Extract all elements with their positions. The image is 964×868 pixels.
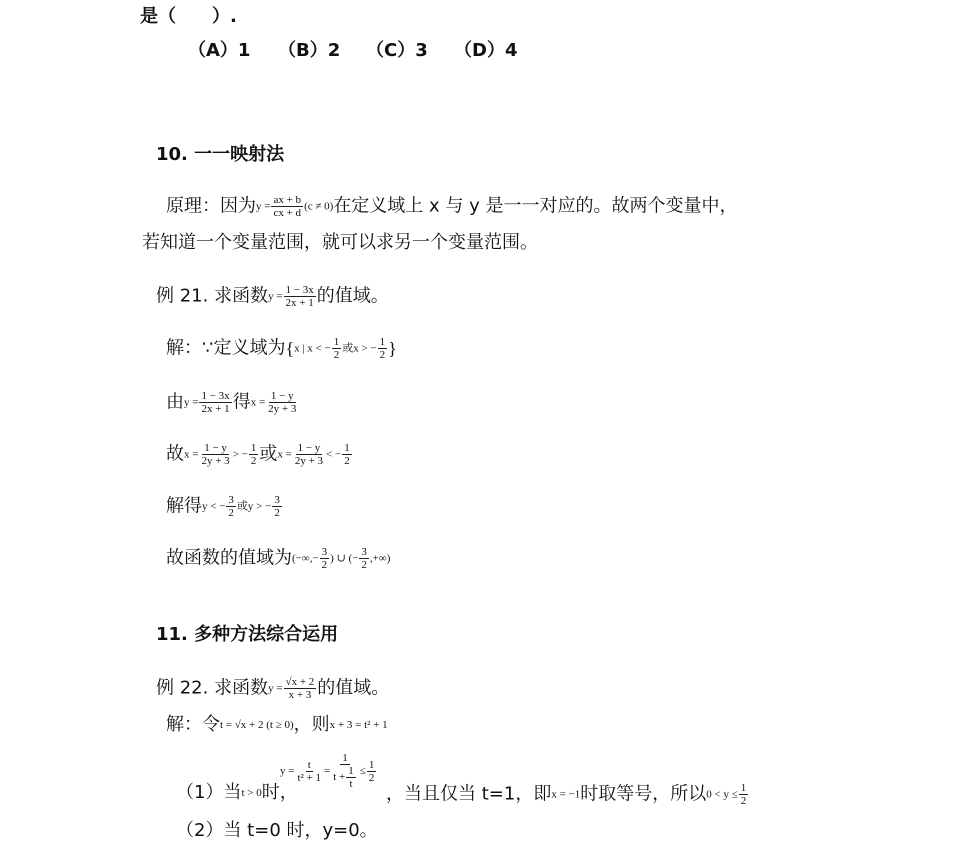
sol1-n1: 1 (333, 336, 340, 348)
chain-den1: t² + 1 (297, 771, 322, 784)
sol2-den1: 2x + 1 (201, 403, 230, 415)
ex22-suffix: 的值域。 (317, 677, 390, 699)
sol4-n1: 3 (228, 494, 234, 506)
step1-res-d: 2 (740, 795, 747, 807)
sol3-rel1: > − (232, 448, 248, 461)
section-11-title: 11. 多种方法综合运用 (156, 624, 339, 645)
sol2-num2: 1 − y (270, 390, 294, 402)
solution-line-3 (166, 442, 353, 467)
principle-frac (271, 194, 303, 219)
option-d: （D）4 (454, 40, 518, 61)
sol3-n1: 1 (250, 442, 257, 454)
principle-line-2: 若知道一个变量范围，就可以求另一个变量范围。 (142, 232, 538, 253)
sol4-frac1 (226, 494, 236, 519)
ex21-suffix: 的值域。 (316, 285, 389, 307)
sol5-d1: 2 (321, 559, 328, 571)
sol3-n2: 1 (344, 442, 350, 454)
sol1-d1: 2 (333, 349, 340, 361)
ex22-step1-left (176, 782, 298, 804)
chain-half (367, 759, 377, 784)
solution-line-1 (166, 336, 397, 361)
principle-cond: (c ≠ 0) (304, 200, 334, 213)
sol5-n2: 3 (361, 546, 367, 558)
sol1-d2: 2 (379, 349, 386, 361)
sol3-d1: 2 (250, 455, 257, 467)
option-a: （A）1 (188, 40, 251, 61)
step1-cond: t > 0 (241, 787, 262, 799)
sol2-pre: 由 (166, 391, 184, 413)
option-c: （C）3 (366, 40, 428, 61)
sol3-half2 (342, 442, 352, 467)
ex21-num: 1 − 3x (285, 284, 314, 296)
sol4-mid: 或y > − (236, 500, 272, 513)
sol3-den1: 2y + 3 (201, 455, 230, 467)
step1-pre: （1）当 (176, 782, 242, 803)
sol3-lhs1: x = (184, 448, 199, 461)
question-tail: 是（ ）. (140, 6, 237, 27)
principle-num: ax + b (273, 194, 302, 206)
ex22-step2: （2）当 t=0 时，y=0。 (176, 820, 378, 841)
example-22 (156, 676, 389, 701)
example-21 (156, 284, 389, 309)
step1-res-a: 0 < y ≤ (706, 788, 738, 801)
sol5-a: (−∞,− (292, 552, 319, 565)
chain-inner-n: 1 (348, 765, 354, 777)
sol1-pre: 解：∵定义域为 (166, 337, 286, 359)
sol1-mid: 或x > − (342, 342, 377, 355)
ex21-frac (284, 284, 316, 309)
step1-res-n: 1 (740, 782, 747, 794)
step1-post: ，当且仅当 t=1，即 (386, 783, 552, 805)
sol3-d2: 2 (344, 455, 350, 467)
section-10-title: 10. 一一映射法 (156, 144, 285, 165)
chain-frac1 (295, 759, 323, 784)
chain-half-d: 2 (368, 771, 375, 784)
sol3-rel2: < − (326, 448, 342, 461)
set-brace-close: } (388, 338, 397, 359)
ex22-step1-right (386, 782, 749, 807)
ex22-num: √x + 2 (285, 676, 315, 688)
sol5-pre: 故函数的值域为 (166, 547, 292, 569)
step1-res-frac (739, 782, 749, 807)
principle-den: cx + d (273, 207, 302, 219)
sol5-c: ,+∞) (369, 552, 391, 565)
sol5-frac2 (359, 546, 369, 571)
option-b: （B）2 (278, 40, 341, 61)
example-22-label: 例 22. 求函数 (156, 677, 269, 699)
chain-frac2 (331, 752, 359, 790)
sol4-frac2 (272, 494, 282, 519)
ex22-sol1-pre: 解：令 (166, 714, 220, 735)
chain-inner-d: t (349, 778, 353, 790)
ex22-lhs: y = (268, 682, 283, 695)
chain-half-n: 1 (368, 758, 375, 771)
sol5-frac1 (320, 546, 330, 571)
sol3-lhs2: x = (277, 448, 292, 461)
sol2-lhs2: x = (250, 396, 266, 409)
step1-when: 时， (261, 782, 298, 803)
sol3-half1 (249, 442, 259, 467)
sol2-den2: 2y + 3 (268, 403, 297, 415)
ex22-solution-line-1 (166, 714, 388, 736)
sol5-d2: 2 (361, 559, 367, 571)
principle-post: 在定义域上 x 与 y 是一一对应的。故两个变量中， (333, 195, 738, 217)
solution-line-5 (166, 546, 390, 571)
sol1-frac1 (332, 336, 342, 361)
ex22-frac (284, 676, 317, 701)
sol3-den2: 2y + 3 (294, 455, 324, 467)
principle-y: y = (256, 200, 271, 213)
chain-eq: = (324, 765, 331, 777)
sol3-num2: 1 − y (297, 442, 321, 454)
ex22-sol1-f: t = √x + 2 (t ≥ 0) (220, 719, 294, 731)
sol3-frac2 (293, 442, 325, 467)
step1-post2: 时取等号，所以 (580, 783, 707, 805)
chain-rel: ≤ (359, 765, 366, 777)
sol1-frac2 (378, 336, 388, 361)
sol5-b: ) ∪ (− (330, 552, 359, 565)
sol4-n2: 3 (274, 494, 280, 506)
chain-den2 (331, 765, 359, 790)
solution-line-4 (166, 494, 283, 519)
sol3-frac1 (199, 442, 231, 467)
sol2-lhs1: y = (184, 396, 199, 409)
ex22-sol1-mid: ，则 (293, 714, 330, 735)
chain-lhs: y = (280, 765, 295, 777)
chain-num2: 1 (342, 752, 348, 764)
step1-x: x = −1 (551, 788, 581, 801)
solution-line-2 (166, 390, 299, 415)
set-brace-open: { (285, 338, 295, 359)
sol5-n1: 3 (321, 546, 328, 558)
chain-num1: t (307, 758, 311, 771)
sol4-a: y < − (202, 500, 226, 513)
ex21-lhs: y = (268, 290, 283, 303)
sol4-d2: 2 (274, 507, 280, 519)
example-21-label: 例 21. 求函数 (156, 285, 269, 307)
sol2-num1: 1 − 3x (201, 390, 230, 402)
sol1-n2: 1 (379, 336, 386, 348)
sol2-frac1 (199, 390, 231, 415)
ex21-den: 2x + 1 (285, 297, 314, 309)
ex22-den: x + 3 (288, 689, 312, 701)
sol4-d1: 2 (228, 507, 234, 519)
sol2-frac2 (266, 390, 298, 415)
sol1-a: x | x < − (294, 342, 331, 355)
chain-den2a: t + (333, 771, 346, 784)
sol4-pre: 解得 (166, 495, 202, 517)
sol3-mid: 或 (259, 443, 278, 465)
principle-line (166, 194, 738, 219)
principle-pre: 原理：因为 (166, 195, 256, 217)
sol3-num1: 1 − y (204, 442, 227, 454)
sol2-mid: 得 (232, 391, 251, 413)
chain-inner-frac (346, 765, 356, 790)
sol3-pre: 故 (166, 443, 184, 465)
ex22-sol1-f2: x + 3 = t² + 1 (329, 719, 388, 731)
